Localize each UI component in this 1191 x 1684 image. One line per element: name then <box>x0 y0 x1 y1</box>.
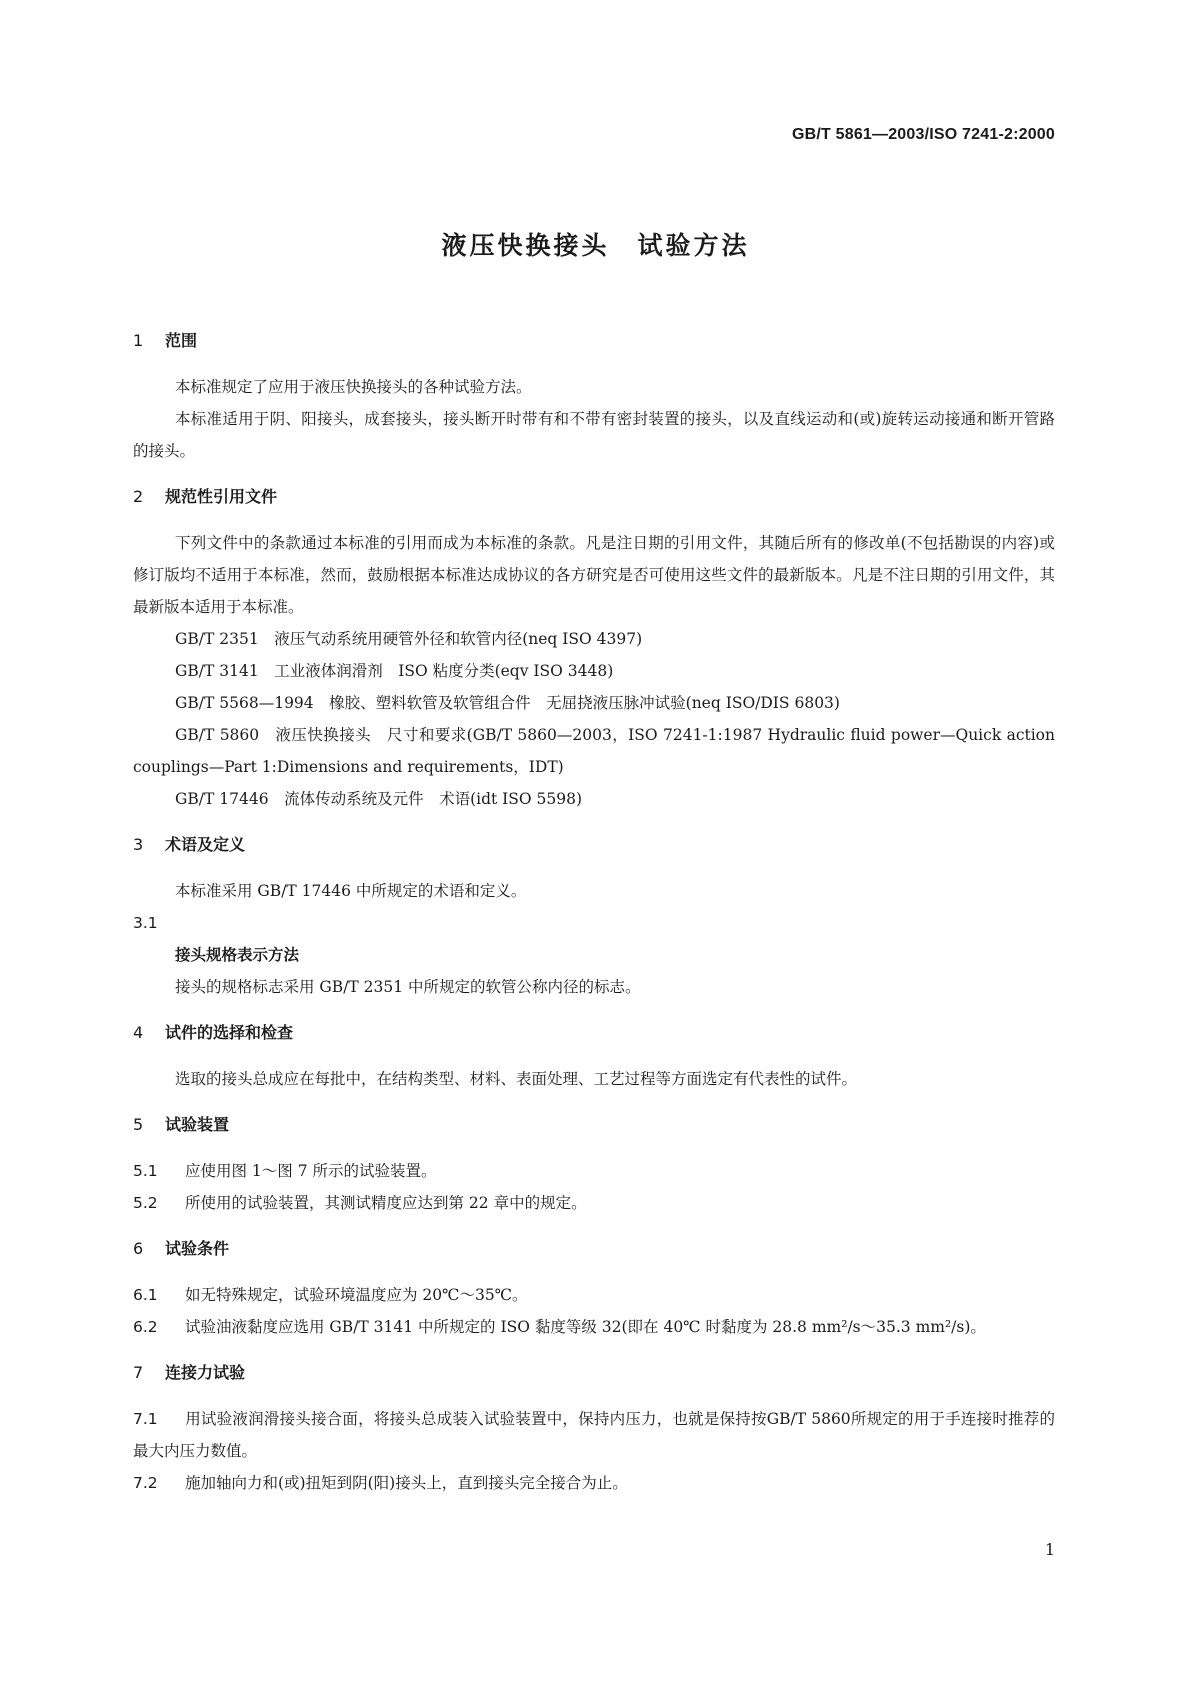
section-number: 6 <box>133 1239 144 1258</box>
clause-text: 所使用的试验装置，其测试精度应达到第 22 章中的规定。 <box>185 1194 587 1212</box>
section-title: 试验条件 <box>165 1239 230 1258</box>
document-body <box>133 325 1055 1499</box>
section-heading-6 <box>133 1233 1055 1265</box>
clause <box>133 1155 1055 1187</box>
section-number: 1 <box>133 331 144 350</box>
section-title: 规范性引用文件 <box>165 487 278 506</box>
paragraph: 本标准适用于阴、阳接头，成套接头，接头断开时带有和不带有密封装置的接头，以及直线运动和(或)旋转运动接通和断开管路的接头。 <box>133 410 1055 460</box>
section-title: 术语及定义 <box>165 835 246 854</box>
reference-item: GB/T 5568—1994 橡胶、塑料软管及软管组合件 无屈挠液压脉冲试验(neq ISO/DIS 6803) <box>175 694 840 712</box>
paragraph: 选取的接头总成应在每批中，在结构类型、材料、表面处理、工艺过程等方面选定有代表性的试件。 <box>175 1070 858 1088</box>
paragraph: 本标准规定了应用于液压快换接头的各种试验方法。 <box>175 378 532 396</box>
clause <box>133 1467 1055 1499</box>
clause-text: 试验油液黏度应选用 GB/T 3141 中所规定的 ISO 黏度等级 32(即在 40℃ 时黏度为 28.8 mm²/s～35.3 mm²/s)。 <box>185 1318 986 1336</box>
document-title: 液压快换接头 试验方法 <box>441 231 750 260</box>
subsection-number: 3.1 <box>133 914 158 932</box>
section-number: 2 <box>133 487 144 506</box>
section-heading-2 <box>133 481 1055 513</box>
clause-number: 5.1 <box>133 1162 158 1180</box>
section-title: 试件的选择和检查 <box>165 1023 294 1042</box>
section-number: 5 <box>133 1115 144 1134</box>
clause <box>133 1403 1055 1467</box>
paragraph: 本标准采用 GB/T 17446 中所规定的术语和定义。 <box>175 882 527 900</box>
clause <box>133 1187 1055 1219</box>
clause-number: 6.1 <box>133 1286 158 1304</box>
section-heading-5 <box>133 1109 1055 1141</box>
clause-text: 施加轴向力和(或)扭矩到阴(阳)接头上，直到接头完全接合为止。 <box>185 1474 628 1492</box>
section-number: 7 <box>133 1363 144 1382</box>
section-heading-7 <box>133 1357 1055 1389</box>
clause-number: 7.1 <box>133 1410 158 1428</box>
section-number: 4 <box>133 1023 144 1042</box>
clause-text: 如无特殊规定，试验环境温度应为 20℃～35℃。 <box>185 1286 528 1304</box>
section-heading-1 <box>133 325 1055 357</box>
reference-item: GB/T 5860 液压快换接头 尺寸和要求(GB/T 5860—2003，ISO 7241-1:1987 Hydraulic fluid power—Quick action couplings—Part 1:Dimensions and requirements，IDT) <box>133 726 1055 776</box>
reference-item: GB/T 2351 液压气动系统用硬管外径和软管内径(neq ISO 4397) <box>175 630 643 648</box>
section-title: 范围 <box>165 331 198 350</box>
term-definition: 接头的规格标志采用 GB/T 2351 中所规定的软管公称内径的标志。 <box>175 978 641 996</box>
section-heading-3 <box>133 829 1055 861</box>
reference-item: GB/T 3141 工业液体润滑剂 ISO 粘度分类(eqv ISO 3448) <box>175 662 614 680</box>
page-number: 1 <box>1044 1540 1055 1559</box>
clause-text: 用试验液润滑接头接合面，将接头总成装入试验装置中，保持内压力，也就是保持按GB/T 5860所规定的用于手连接时推荐的最大内压力数值。 <box>133 1410 1055 1460</box>
clause-text: 应使用图 1～图 7 所示的试验装置。 <box>185 1162 437 1180</box>
section-number: 3 <box>133 835 144 854</box>
section-title: 试验装置 <box>165 1115 230 1134</box>
clause-number: 5.2 <box>133 1194 158 1212</box>
standard-number: GB/T 5861—2003/ISO 7241-2:2000 <box>791 126 1055 143</box>
clause-number: 7.2 <box>133 1474 158 1492</box>
section-heading-4 <box>133 1017 1055 1049</box>
clause-number: 6.2 <box>133 1318 158 1336</box>
clause <box>133 1311 1055 1343</box>
term-title: 接头规格表示方法 <box>175 946 300 964</box>
section-title: 连接力试验 <box>165 1363 246 1382</box>
clause <box>133 1279 1055 1311</box>
reference-item: GB/T 17446 流体传动系统及元件 术语(idt ISO 5598) <box>175 790 583 808</box>
paragraph: 下列文件中的条款通过本标准的引用而成为本标准的条款。凡是注日期的引用文件，其随后所有的修改单(不包括勘误的内容)或修订版均不适用于本标准，然而，鼓励根据本标准达成协议的各方研究是否可使用这些文件的最新版本。凡是不注日期的引用文件，其最新版本适用于本标准。 <box>133 534 1055 616</box>
